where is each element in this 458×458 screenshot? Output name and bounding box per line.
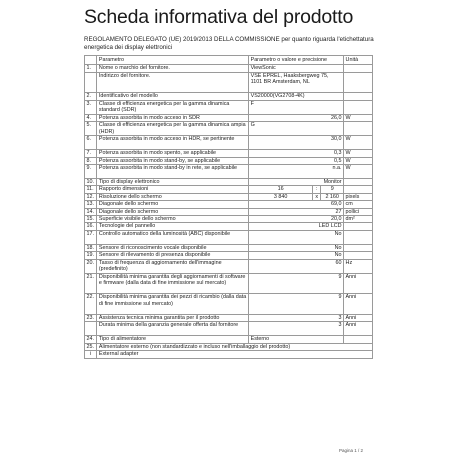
table-row — [85, 223, 373, 230]
row-number: 20. — [85, 259, 97, 273]
row-value: Monitor — [249, 179, 344, 186]
row-number: 4. — [85, 114, 97, 121]
table-row — [85, 336, 373, 343]
table-row — [85, 208, 373, 215]
row-value: VSE EPREL, Haaksbergweg 75, 1101 BR Amsterdam, NL — [249, 72, 344, 93]
row-number: 17. — [85, 230, 97, 244]
row-value-second: 9 — [321, 186, 344, 193]
table-row — [85, 252, 373, 259]
row-value: VS20000(VG2708-4K) — [249, 93, 344, 100]
row-label: Risoluzione dello schermo — [97, 193, 249, 200]
table-row — [85, 201, 373, 208]
row-unit — [344, 336, 373, 343]
row-unit: pollici — [344, 208, 373, 215]
table-row — [85, 114, 373, 121]
row-number: 1. — [85, 65, 97, 72]
row-number: 6. — [85, 136, 97, 150]
row-value: 69,0 — [249, 201, 344, 208]
row-value-first: 3 840 — [249, 193, 313, 200]
header-value: Parametro o valore e precisione — [249, 56, 344, 65]
table-row — [85, 294, 373, 315]
row-unit: W — [344, 114, 373, 121]
row-value-separator: : — [313, 186, 321, 193]
row-number — [85, 72, 97, 93]
row-number: 25. — [85, 343, 97, 350]
row-value: 0,3 — [249, 150, 344, 157]
row-unit: cm — [344, 201, 373, 208]
row-label: Diagonale dello schermo — [97, 201, 249, 208]
row-unit — [344, 93, 373, 100]
row-label: External adapter — [97, 351, 373, 358]
row-label: Classe di efficienza energetica per la gamma dinamica standard (SDR) — [97, 100, 249, 114]
row-unit — [344, 179, 373, 186]
row-number: 23. — [85, 314, 97, 321]
table-row — [85, 136, 373, 150]
row-value: 9 — [249, 273, 344, 294]
table-row — [85, 186, 373, 193]
row-label: Tipo di display elettronico — [97, 179, 249, 186]
table-row — [85, 100, 373, 114]
row-value: No — [249, 230, 344, 244]
row-value: 27 — [249, 208, 344, 215]
row-unit — [344, 100, 373, 114]
row-value: 9 — [249, 294, 344, 315]
row-label: Indirizzo del fornitore. — [97, 72, 249, 93]
row-number: 13. — [85, 201, 97, 208]
row-number: 12. — [85, 193, 97, 200]
row-number: 24. — [85, 336, 97, 343]
row-value: 60 — [249, 259, 344, 273]
row-unit: Anni — [344, 314, 373, 321]
row-unit: W — [344, 157, 373, 164]
row-number: 7. — [85, 150, 97, 157]
regulation-subtitle: REGOLAMENTO DELEGATO (UE) 2019/2013 DELLA COMMISSIONE per quanto riguarda l'etichettatura energetica dei display elettronici — [84, 36, 374, 51]
header-param: Parametro — [97, 56, 249, 65]
header-unit: Unità — [344, 56, 373, 65]
row-unit: Anni — [344, 294, 373, 315]
table-row — [85, 351, 373, 358]
table-row — [85, 179, 373, 186]
row-number: 3. — [85, 100, 97, 114]
row-unit: W — [344, 150, 373, 157]
row-value-first: 16 — [249, 186, 313, 193]
table-row — [85, 157, 373, 164]
row-value-separator: x — [313, 193, 321, 200]
row-number: 2. — [85, 93, 97, 100]
row-label: Identificativo del modello — [97, 93, 249, 100]
row-unit — [344, 244, 373, 251]
row-unit: Anni — [344, 322, 373, 336]
table-row — [85, 314, 373, 321]
table-row — [85, 65, 373, 72]
row-label: Classe di efficienza energetica per la gamma dinamica ampia (HDR) — [97, 122, 249, 136]
table-row — [85, 230, 373, 244]
row-number: 22. — [85, 294, 97, 315]
table-row — [85, 343, 373, 350]
row-number: 9. — [85, 165, 97, 179]
table-row — [85, 193, 373, 200]
row-unit — [344, 252, 373, 259]
row-unit — [344, 223, 373, 230]
row-unit — [344, 65, 373, 72]
row-value: Esterno — [249, 336, 344, 343]
row-unit — [344, 122, 373, 136]
row-value: ViewSonic — [249, 65, 344, 72]
row-label: Potenza assorbita in modo stand-by, se applicabile — [97, 157, 249, 164]
row-unit — [344, 186, 373, 193]
row-label: Tipo di alimentatore — [97, 336, 249, 343]
row-unit: W — [344, 136, 373, 150]
row-label: Rapporto dimensioni — [97, 186, 249, 193]
row-value: G — [249, 122, 344, 136]
row-label: Nome o marchio del fornitore. — [97, 65, 249, 72]
row-label: Superficie visibile dello schermo — [97, 216, 249, 223]
row-unit: Hz — [344, 259, 373, 273]
row-number: 10. — [85, 179, 97, 186]
row-label: Potenza assorbita in modo acceso in SDR — [97, 114, 249, 121]
row-value: 3 — [249, 322, 344, 336]
row-unit: dm² — [344, 216, 373, 223]
row-value: 20,0 — [249, 216, 344, 223]
row-number: 19. — [85, 252, 97, 259]
row-label: Disponibilità minima garantita dei pezzi di ricambio (dalla data di fine immissione sul mercato) — [97, 294, 249, 315]
row-value: 0,5 — [249, 157, 344, 164]
row-number: 8. — [85, 157, 97, 164]
product-table — [84, 55, 373, 359]
row-number — [85, 322, 97, 336]
row-label: Potenza assorbita in modo stand-by in rete, se applicabile — [97, 165, 249, 179]
table-row — [85, 150, 373, 157]
row-label: Potenza assorbita in modo spento, se applicabile — [97, 150, 249, 157]
table-row — [85, 72, 373, 93]
row-label: Disponibilità minima garantita degli aggiornamenti di software e firmware (dalla data di fine immissione sul mercato) — [97, 273, 249, 294]
page-title: Scheda informativa del prodotto — [84, 6, 354, 28]
row-number: 14. — [85, 208, 97, 215]
row-value: No — [249, 252, 344, 259]
header-num — [85, 56, 97, 65]
table-row — [85, 259, 373, 273]
row-number: 15. — [85, 216, 97, 223]
table-row — [85, 216, 373, 223]
row-label: Sensore di riconoscimento vocale disponibile — [97, 244, 249, 251]
row-value: No — [249, 244, 344, 251]
page-number: Pagina 1 / 2 — [339, 448, 364, 453]
row-label: Potenza assorbita in modo acceso in HDR, se pertinente — [97, 136, 249, 150]
row-value: n.a. — [249, 165, 344, 179]
row-number: i — [85, 351, 97, 358]
row-label: Sensore di rilevamento di presenza disponibile — [97, 252, 249, 259]
table-header-row — [85, 56, 373, 65]
row-number: 21. — [85, 273, 97, 294]
table-row — [85, 93, 373, 100]
row-value: 3 — [249, 314, 344, 321]
row-unit: W — [344, 165, 373, 179]
row-label: Durata minima della garanzia generale offerta dal fornitore — [97, 322, 249, 336]
row-label: Tecnologie del pannello — [97, 223, 249, 230]
row-value-second: 2 160 — [321, 193, 344, 200]
table-row — [85, 273, 373, 294]
table-row — [85, 165, 373, 179]
row-value: 26,0 — [249, 114, 344, 121]
row-number: 5. — [85, 122, 97, 136]
row-value: F — [249, 100, 344, 114]
row-number: 16. — [85, 223, 97, 230]
row-value: 30,0 — [249, 136, 344, 150]
row-unit: Anni — [344, 273, 373, 294]
table-row — [85, 322, 373, 336]
table-row — [85, 122, 373, 136]
row-label: Alimentatore esterno (non standardizzato e incluso nell'imballaggio del prodotto) — [97, 343, 373, 350]
row-label: Assistenza tecnica minima garantita per il prodotto — [97, 314, 249, 321]
table-row — [85, 244, 373, 251]
row-value: LED LCD — [249, 223, 344, 230]
row-unit — [344, 230, 373, 244]
row-label: Controllo automatico della luminosità (ABC) disponibile — [97, 230, 249, 244]
row-unit — [344, 72, 373, 93]
row-label: Tasso di frequenza di aggiornamento dell'immagine (predefinito) — [97, 259, 249, 273]
row-unit: pixels — [344, 193, 373, 200]
row-number: 11. — [85, 186, 97, 193]
row-number: 18. — [85, 244, 97, 251]
row-label: Diagonale dello schermo — [97, 208, 249, 215]
